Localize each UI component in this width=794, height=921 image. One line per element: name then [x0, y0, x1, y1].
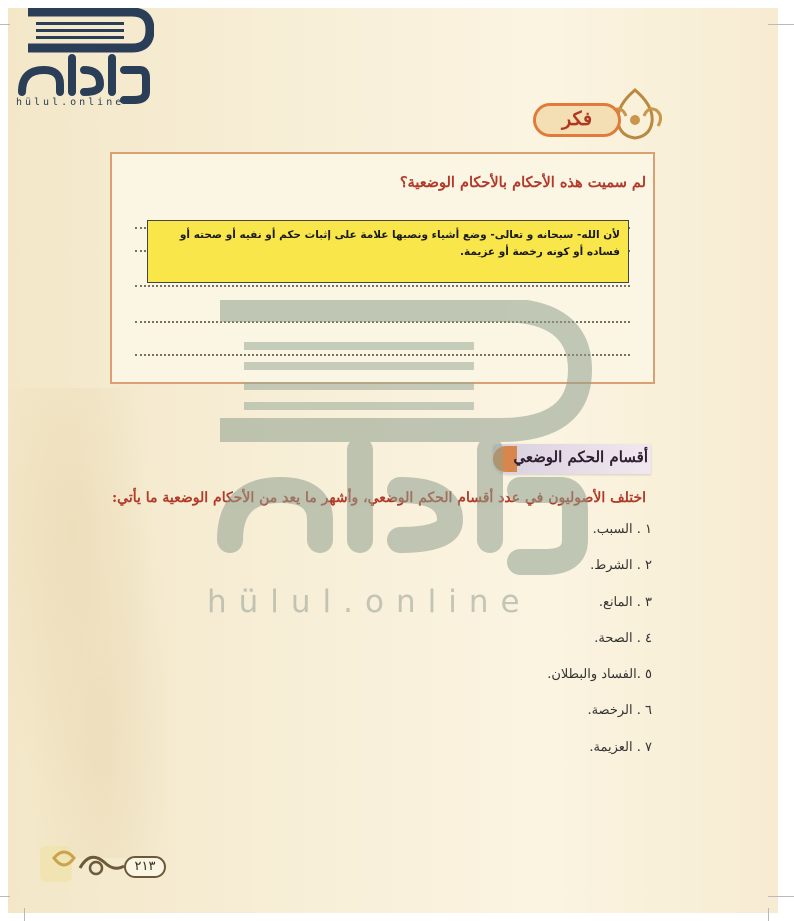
crop-mark [24, 908, 25, 921]
think-badge: فكر [533, 103, 621, 137]
list-item: ٧ . العزيمة. [589, 739, 652, 755]
answer-dotted-line [135, 321, 630, 323]
watermark-tagline: hülul.online [207, 584, 532, 620]
list-item: ١ . السبب. [592, 522, 652, 537]
list-item: ٥ .الفساد والبطلان. [547, 667, 652, 683]
answer-dotted-line [135, 285, 630, 287]
floral-background-ornament [8, 388, 168, 858]
list-item: ٦ . الرخصة. [587, 703, 652, 719]
rulings-list [547, 522, 652, 776]
question-text: لم سميت هذه الأحكام بالأحكام الوضعية؟ [399, 174, 646, 191]
section-title: أقسام الحكم الوضعي [513, 448, 648, 466]
answer-dotted-line [135, 354, 630, 356]
crop-mark [768, 908, 769, 921]
answer-box: لأن الله- سبحانه و تعالى- وضع أشياء ونصبها علامة على إثبات حكم أو نفيه أو صحته أو فساده أو كونه رخصة أو عزيمة. [147, 220, 629, 283]
logo-tagline: hülul.online [16, 97, 125, 108]
textbook-page [8, 8, 778, 913]
list-item: ٤ . الصحة. [594, 630, 652, 646]
page-flourish-icon [40, 838, 126, 888]
crop-mark [0, 896, 10, 897]
crop-mark [0, 24, 10, 25]
crop-mark [768, 896, 794, 897]
section-intro-text: اختلف الأصوليون في عدد أقسام الحكم الوضعي، وأشهر ما يعد من الأحكام الوضعية ما يأتي: [112, 490, 646, 506]
page-number: ٢١٣ [124, 856, 166, 878]
list-item: ٣ . المانع. [598, 594, 652, 610]
crop-mark [768, 24, 794, 25]
list-item: ٢ . الشرط. [590, 558, 652, 574]
